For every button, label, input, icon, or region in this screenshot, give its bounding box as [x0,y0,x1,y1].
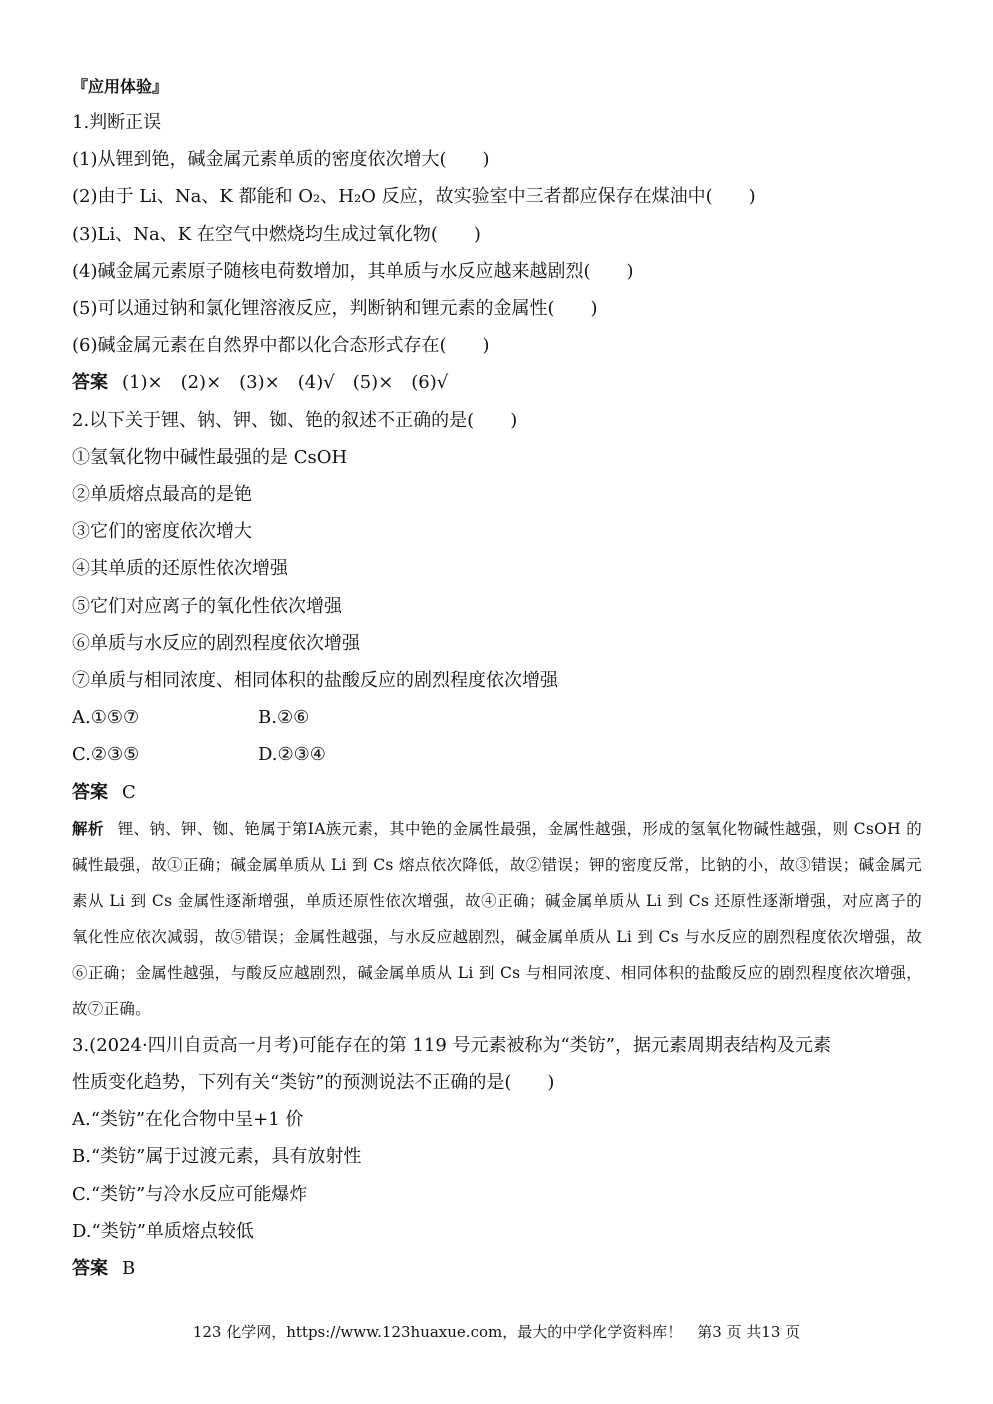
q2-statement-5: ⑤它们对应离子的氧化性依次增强 [72,595,342,617]
q2-option-a: A.①⑤⑦ [72,707,140,729]
q1-item-3: (3)Li、Na、K 在空气中燃烧均生成过氧化物( ) [72,223,481,245]
q2-explanation [72,811,922,1027]
q1-item-2: (2)由于 Li、Na、K 都能和 O₂、H₂O 反应，故实验室中三者都应保存在煤油中( ) [72,186,756,208]
question-1-title: 1.判断正误 [72,112,162,133]
q2-statement-6: ⑥单质与水反应的剧烈程度依次增强 [72,632,360,654]
answer-label: 答案 [72,372,108,394]
q1-item-5: (5)可以通过钠和氯化锂溶液反应，判断钠和锂元素的金属性( ) [72,298,598,320]
q1-item-1: (1)从锂到铯，碱金属元素单质的密度依次增大( ) [72,149,490,171]
q1-answer [72,364,922,401]
q1-item-4: (4)碱金属元素原子随核电荷数增加，其单质与水反应越来越剧烈( ) [72,260,634,282]
q3-option-b: B.“类钫”属于过渡元素，具有放射性 [72,1146,362,1168]
answer-label: 答案 [72,1258,108,1280]
q2-option-d: D.②③④ [258,744,326,766]
q2-statement-2: ②单质熔点最高的是铯 [72,484,252,506]
q3-option-c: C.“类钫”与冷水反应可能爆炸 [72,1183,308,1205]
answer-value: (1)× (2)× (3)× (4)√ (5)× (6)√ [122,372,449,394]
answer-value: C [122,781,136,803]
document-page [72,70,922,1287]
answer-label: 答案 [72,781,108,803]
answer-value: B [122,1258,136,1280]
question-3-title-line-2: 性质变化趋势，下列有关“类钫”的预测说法不正确的是( ) [72,1072,555,1094]
question-2-title: 2.以下关于锂、钠、钾、铷、铯的叙述不正确的是( ) [72,409,518,431]
q2-statement-3: ③它们的密度依次增大 [72,521,252,543]
q1-item-6: (6)碱金属元素在自然界中都以化合态形式存在( ) [72,335,490,357]
q3-answer [72,1250,922,1287]
q3-option-a: A.“类钫”在化合物中呈+1 价 [72,1109,304,1131]
q2-option-b: B.②⑥ [258,707,310,729]
q3-option-d: D.“类钫”单质熔点较低 [72,1220,254,1242]
q2-option-c: C.②③⑤ [72,744,140,766]
section-header: 『应用体验』 [72,77,169,96]
q2-statement-1: ①氢氧化物中碱性最强的是 CsOH [72,446,348,468]
q2-options-row-1 [72,699,922,736]
q2-options-row-2 [72,736,922,773]
page-footer: 123 化学网，https://www.123huaxue.com，最大的中学化学资料库！ 第3 页 共13 页 [192,1323,801,1341]
question-3-title-line-1: 3.(2024·四川自贡高一月考)可能存在的第 119 号元素被称为“类钫”，据元素周期表结构及元素 [72,1034,831,1056]
explanation-label: 解析 [72,818,104,838]
q2-answer [72,774,922,811]
q2-statement-4: ④其单质的还原性依次增强 [72,558,288,580]
q2-statement-7: ⑦单质与相同浓度、相同体积的盐酸反应的剧烈程度依次增强 [72,670,558,692]
explanation-text: 锂、钠、钾、铷、铯属于第ⅠA族元素，其中铯的金属性最强，金属性越强，形成的氢氧化物碱性越强，则 CsOH 的碱性最强，故①正确；碱金属单质从 Li 到 Cs 熔点依次降低，故②错误；钾的密度反常，比钠的小，故③错误；碱金属元素从 Li 到 Cs 金属性逐渐增强，单质还原性依次增强，故④正确；碱金属单质从 Li 到 Cs 还原性逐渐增强，对应离子的氧化性应依次减弱，故⑤错误；金属性越强，与水反应越剧烈，碱金属单质从 Li 到 Cs 与水反应的剧烈程度依次增强，故⑥正确；金属性越强，与酸反应越剧烈，碱金属单质从 Li 到 Cs 与相同浓度、相同体积的盐酸反应的剧烈程度依次增强，故⑦正确。 [72,819,922,1018]
